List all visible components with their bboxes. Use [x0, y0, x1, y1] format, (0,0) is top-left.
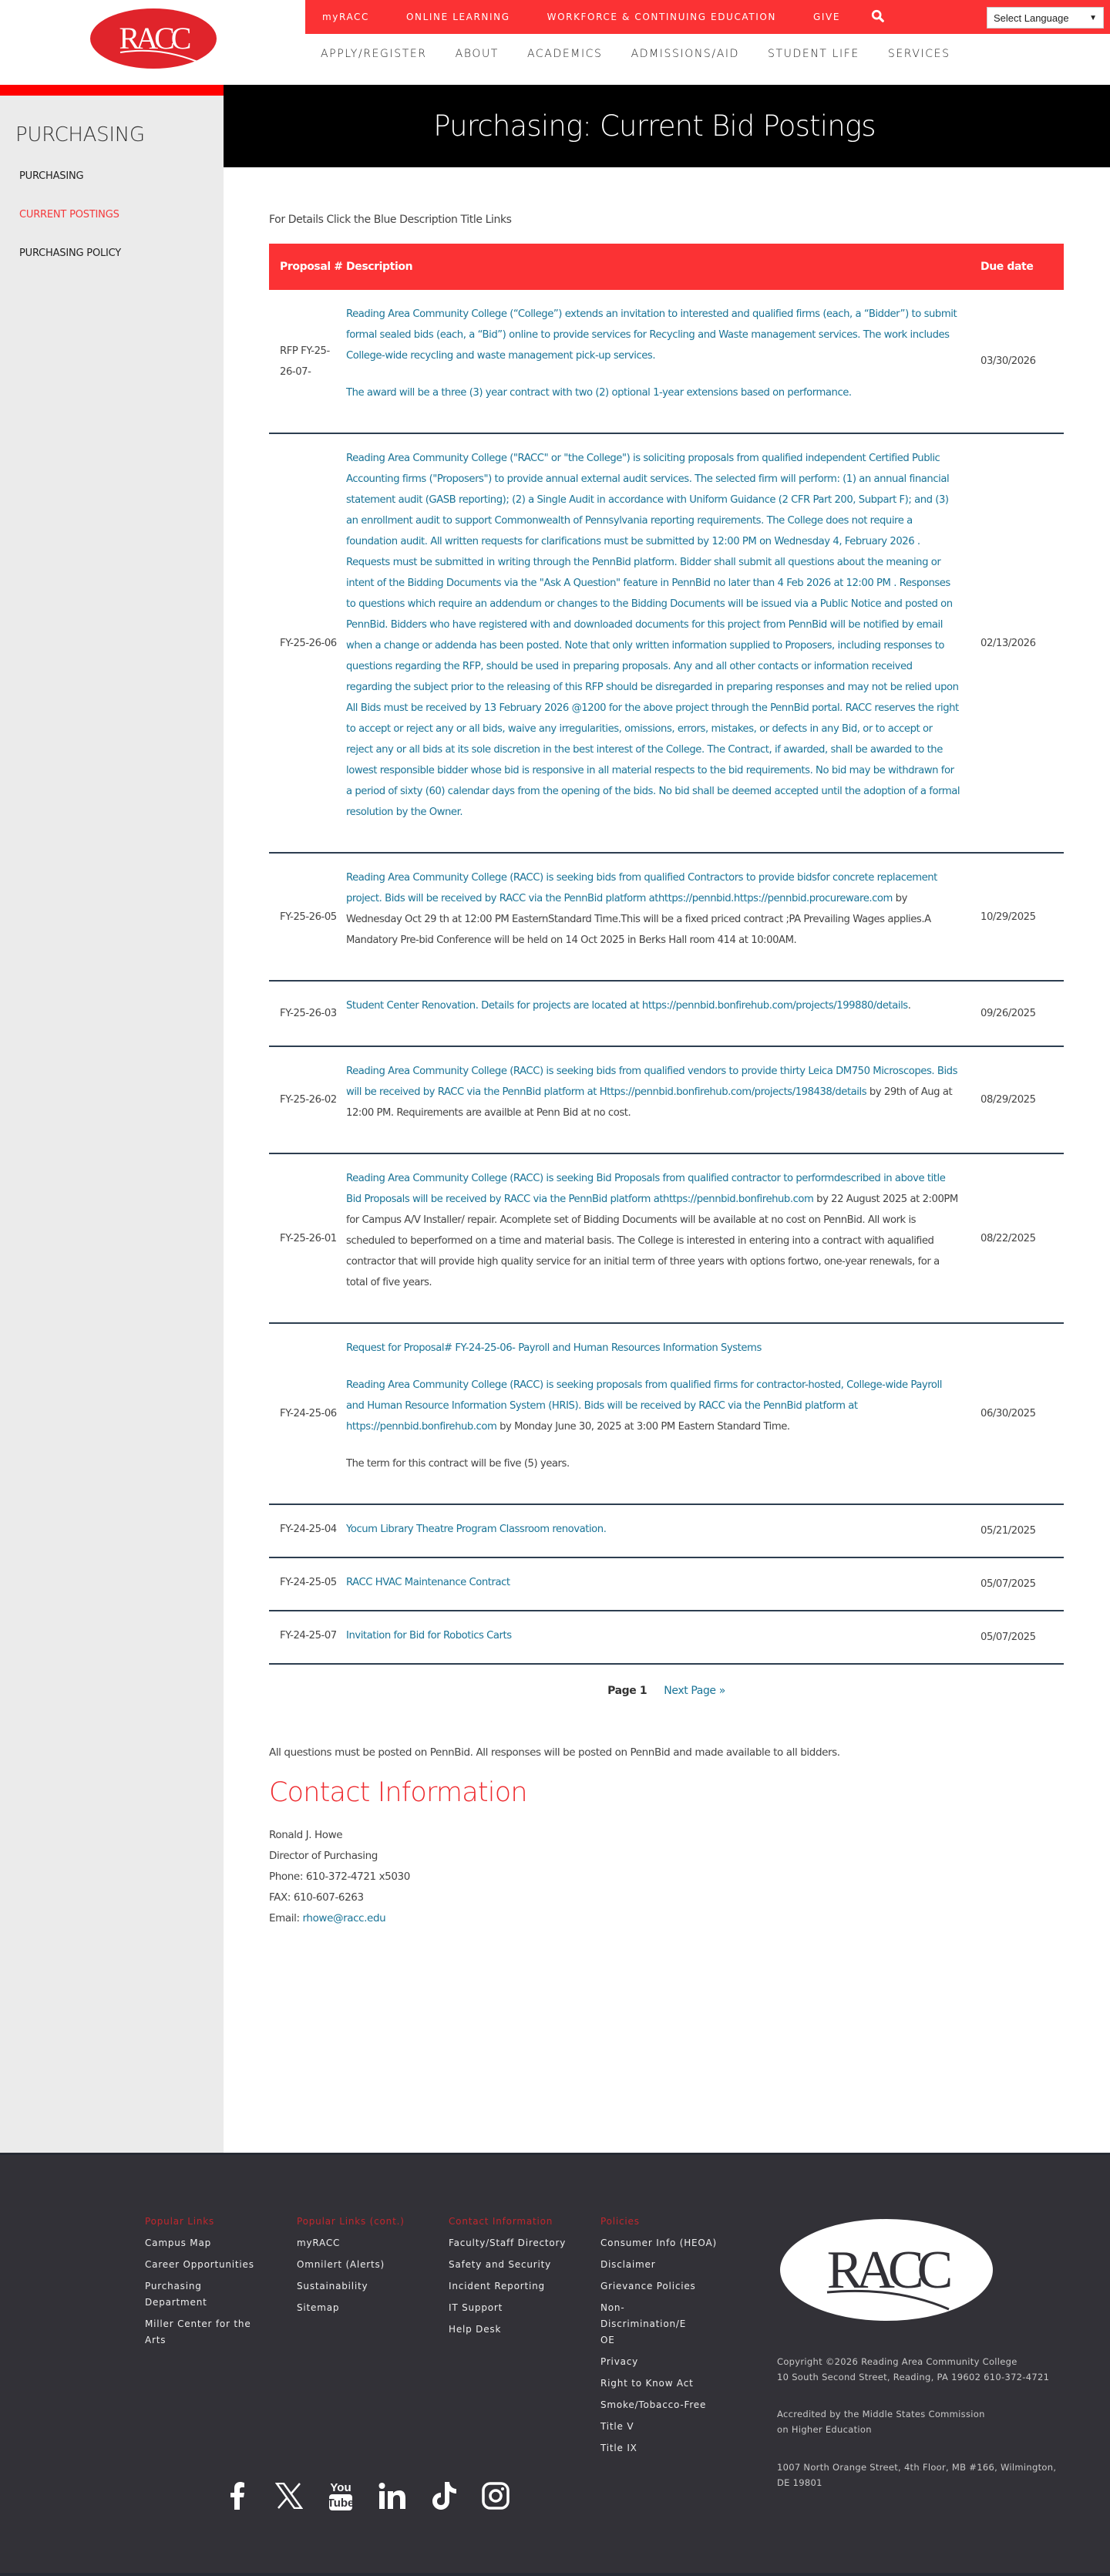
description-title-link[interactable]: The award will be a three (3) year contract with two (2) optional 1-year extensions based on performance.	[346, 387, 852, 399]
table-row	[269, 853, 1064, 981]
racc-logo[interactable]	[89, 8, 217, 69]
nav-apply-register[interactable]: APPLY/REGISTER	[321, 48, 427, 60]
nav-about[interactable]: ABOUT	[455, 48, 499, 60]
description-text: by Wednesday Oct 29 th at 12:00 PM EasternStandard Time.This will be a fixed priced contract ;PA Prevailing Wages applies.A Mandatory Pre-bid Conference will be held on 14 Oct 2025 in Berks Hall room 414 at 10:00AM.	[346, 893, 931, 946]
description-paragraph	[346, 304, 960, 366]
sidebar	[0, 85, 224, 2153]
table-row	[269, 1504, 1064, 1557]
table-row	[269, 981, 1064, 1046]
description-paragraph	[346, 448, 960, 823]
description-text: .	[907, 1000, 911, 1012]
footer-col-policies	[600, 2216, 732, 2462]
proposal-number: FY-25-26-03	[269, 981, 346, 1046]
utility-bar	[305, 0, 1110, 34]
page-body	[0, 85, 1110, 2153]
contact-block	[269, 1825, 1064, 1929]
tiktok-icon	[431, 2481, 457, 2510]
description-paragraph	[346, 1375, 960, 1437]
sidebar-title: PURCHASING	[15, 123, 145, 146]
proposal-description	[346, 1611, 971, 1664]
proposal-number: FY-25-26-05	[269, 853, 346, 981]
svg-text:Tube: Tube	[328, 2497, 354, 2510]
footer-link-sustainability[interactable]: Sustainability	[297, 2281, 368, 2291]
due-date: 03/30/2026	[971, 290, 1064, 433]
pagination	[269, 1685, 1064, 1697]
footer-link-career-opportunities[interactable]: Career Opportunities	[145, 2259, 254, 2270]
x-twitter-icon	[275, 2483, 303, 2509]
proposal-description	[346, 1046, 971, 1153]
racc-footer-logo-icon	[779, 2218, 994, 2322]
table-row	[269, 433, 1064, 853]
header-description: Description	[346, 244, 971, 290]
footer-link-miller-center[interactable]: Miller Center for the Arts	[145, 2318, 251, 2345]
intro-text: For Details Click the Blue Description Title Links	[269, 214, 512, 226]
proposal-description	[346, 1504, 971, 1557]
content-area	[224, 85, 1110, 2153]
description-paragraph	[346, 382, 960, 403]
footer-logo	[779, 2218, 994, 2322]
sidebar-accent-strip	[0, 85, 224, 96]
footer-col-popular-links-cont	[297, 2216, 443, 2322]
proposal-number: FY-25-26-01	[269, 1153, 346, 1323]
footer-col-popular-links	[145, 2216, 291, 2354]
footer-link-directory[interactable]: Faculty/Staff Directory	[449, 2238, 567, 2248]
linkedin-link[interactable]	[377, 2480, 408, 2511]
sidebar-item-current-postings[interactable]: CURRENT POSTINGS	[19, 209, 119, 221]
svg-text:RACC: RACC	[826, 2241, 947, 2300]
description-paragraph	[346, 995, 960, 1016]
sidebar-item-purchasing[interactable]: PURCHASING	[19, 170, 84, 182]
description-paragraph	[346, 1519, 960, 1540]
nav-student-life[interactable]: STUDENT LIFE	[768, 48, 859, 60]
due-date: 06/30/2025	[971, 1323, 1064, 1504]
footer-link-incident-reporting[interactable]: Incident Reporting	[449, 2281, 545, 2291]
proposal-number: FY-24-25-04	[269, 1504, 346, 1557]
description-paragraph	[346, 1453, 960, 1474]
description-text: by 29th of Aug at 12:00 PM. Requirements are availble at Penn Bid at no cost.	[346, 1086, 953, 1119]
bid-postings-table	[269, 244, 1064, 1665]
footer-link-title-ix[interactable]: Title IX	[600, 2443, 637, 2453]
site-header	[0, 0, 1110, 85]
due-date: 08/29/2025	[971, 1046, 1064, 1153]
footer-link-smoke-free[interactable]: Smoke/Tobacco-Free	[600, 2399, 707, 2410]
table-row	[269, 1557, 1064, 1611]
contact-name: Ronald J. Howe	[269, 1829, 343, 1841]
footer-link-purchasing-department[interactable]: Purchasing Department	[145, 2281, 207, 2308]
language-select[interactable]	[987, 7, 1104, 29]
table-row	[269, 290, 1064, 433]
footer-link-campus-map[interactable]: Campus Map	[145, 2238, 212, 2248]
social-links	[222, 2480, 532, 2511]
racc-logo-icon	[89, 8, 217, 69]
util-link-give[interactable]: GIVE	[813, 12, 841, 22]
chevron-down-icon: ▼	[1089, 13, 1097, 22]
linkedin-icon	[378, 2482, 406, 2510]
util-link-myracc[interactable]: myRACC	[322, 12, 369, 22]
pager-next-link[interactable]: Next Page »	[664, 1685, 725, 1697]
footer-link-help-desk[interactable]: Help Desk	[449, 2324, 502, 2335]
nav-services[interactable]: SERVICES	[887, 48, 950, 60]
description-text: The term for this contract will be five (5) years.	[346, 1458, 570, 1470]
table-header-row	[269, 244, 1064, 290]
instagram-icon	[482, 2482, 510, 2510]
footer-link-myracc[interactable]: myRACC	[297, 2238, 341, 2248]
footer-link-right-to-know[interactable]: Right to Know Act	[600, 2378, 694, 2389]
footer-accreditation	[777, 2406, 1093, 2437]
due-date: 10/29/2025	[971, 853, 1064, 981]
util-link-workforce[interactable]: WORKFORCE & CONTINUING EDUCATION	[547, 12, 776, 22]
page-hero	[224, 85, 1110, 167]
contact-fax: FAX: 610-607-6263	[269, 1891, 364, 1904]
copyright-text: Copyright ©2026 Reading Area Community College	[777, 2356, 1018, 2367]
description-paragraph	[346, 1168, 960, 1293]
description-title-link[interactable]: Reading Area Community College (RACC) is seeking Bid Proposals from qualified contractor to performdescribed in above title Bid Proposals will be received by RACC via the PennBid platform athttps://pennbid.bonfirehub.com	[346, 1173, 946, 1205]
accreditor-address-line-2: DE 19801	[777, 2477, 822, 2488]
youtube-icon	[328, 2480, 354, 2512]
facebook-icon	[229, 2482, 246, 2510]
proposal-number: FY-25-26-06	[269, 433, 346, 853]
tiktok-link[interactable]	[429, 2480, 459, 2511]
sidebar-item-purchasing-policy[interactable]: PURCHASING POLICY	[19, 247, 122, 259]
footer-heading: Popular Links (cont.)	[297, 2216, 405, 2227]
footer-link-omnilert[interactable]: Omnilert (Alerts)	[297, 2259, 385, 2270]
footer-link-disclaimer[interactable]: Disclaimer	[600, 2259, 656, 2270]
description-title-link[interactable]: Invitation for Bid for Robotics Carts	[346, 1630, 512, 1642]
due-date: 05/07/2025	[971, 1557, 1064, 1611]
proposal-description	[346, 1323, 971, 1504]
contact-title: Contact Information	[269, 1777, 527, 1808]
footer-link-title-v[interactable]: Title V	[600, 2421, 634, 2432]
proposal-description	[346, 1153, 971, 1323]
due-date: 08/22/2025	[971, 1153, 1064, 1323]
due-date: 02/13/2026	[971, 433, 1064, 853]
proposal-number: FY-25-26-02	[269, 1046, 346, 1153]
pager-current-page: Page 1	[607, 1685, 648, 1697]
footer-link-non-discrimination[interactable]: Non-Discrimination/EOE	[600, 2302, 687, 2345]
contact-email-line	[269, 1908, 1064, 1929]
page-title: Purchasing: Current Bid Postings	[433, 109, 876, 143]
nav-admissions-aid[interactable]: ADMISSIONS/AID	[631, 48, 740, 60]
nav-academics[interactable]: ACADEMICS	[526, 48, 603, 60]
description-paragraph	[346, 867, 960, 951]
table-row	[269, 1153, 1064, 1323]
description-text: by Monday June 30, 2025 at 3:00 PM Eastern Standard Time.	[496, 1421, 790, 1433]
description-title-link[interactable]: Reading Area Community College ("RACC" or "the College") is soliciting proposals from qualified independent Certified Public Accounting firms ("Proposers") to provide annual external audit services. The selected firm will perform: (1) an annual financial statement audit (GASB reporting); (2) a Single Audit in accordance with Uniform Guidance (2 CFR Part 200, Subpart F); and (3) an enrollment audit to support Commonwealth of Pennsylvania reporting requirements. The College does not require a foundation audit. All written requests for clarifications must be submitted by 12:00 PM on Wednesday 4, February 2026 . Requests must be submitted in writing through the PennBid platform. Bidder shall submit all questions about the meaning or intent of the Bidding Documents via the "Ask A Question" feature in PennBid no later than 4 Feb 2026 at 12:00 PM . Responses to questions which require an addendum or changes to the Bidding Documents will be issued via a Public Notice and posted on PennBid. Bidders who have registered with and downloaded documents for this project from PennBid will be notified by email when a change or addenda has been posted. Note that only written information supplied to Proposers, including responses to questions regarding the RFP, should be used in preparing proposals. Any and all other contacts or information received regarding the subject prior to the releasing of this RFP should be disregarded in preparing responses and may not be relied upon All Bids must be received by 13 February 2026 @1200 for the above project through the PennBid portal. RACC reserves the right to accept or reject any or all bids, waive any irregularities, omissions, errors, mistakes, or defects in any Bid, or to accept or reject any or all bids at its sole discretion in the best interest of the College. The Contract, if awarded, shall be awarded to the lowest responsible bidder whose bid is responsive in all material respects to the bid requirements. No bid may be withdrawn for a period of sixty (60) calendar days from the opening of the bids. No bid shall be deemed accepted until the adoption of a formal resolution by the Owner.	[346, 453, 960, 818]
description-title-link[interactable]: Yocum Library Theatre Program Classroom renovation.	[346, 1524, 607, 1535]
header-proposal: Proposal #	[269, 244, 346, 290]
footer-link-sitemap[interactable]: Sitemap	[297, 2302, 340, 2313]
contact-phone: Phone: 610-372-4721 x5030	[269, 1871, 410, 1883]
footer-heading: Policies	[600, 2216, 640, 2227]
footer-link-consumer-info[interactable]: Consumer Info (HEOA)	[600, 2238, 717, 2248]
proposal-description	[346, 1557, 971, 1611]
description-text: by 22 August 2025 at 2:00PM for Campus A/V Installer/ repair. Acomplete set of Bidding Documents will be available at no cost on PennBid. All work is scheduled to beperformed on a time and material basis. The College is interested in entering into a contract with aqualified contractor that will provide high quality service for an initial term of three years with options fortwo, one-year renewals, for a total of five years.	[346, 1194, 958, 1288]
contact-email-label: Email:	[269, 1912, 303, 1924]
description-title-link[interactable]: Student Center Renovation. Details for projects are located at https://pennbid.bonfirehub.com/projects/199880/details	[346, 1000, 908, 1012]
description-title-link[interactable]: Reading Area Community College (“College”) extends an invitation to interested and qualified firms (each, a “Bidder”) to submit formal sealed bids (each, a “Bid”) online to provide services for Recycling and Waste management services. The work includes College-wide recycling and waste management pick-up services.	[346, 308, 957, 362]
college-address: 10 South Second Street, Reading, PA 19602 610-372-4721	[777, 2372, 1050, 2382]
table-body	[269, 290, 1064, 1664]
pennbid-notice: All questions must be posted on PennBid. All responses will be posted on PennBid and made available to all bidders.	[269, 1746, 840, 1759]
main-nav	[321, 48, 979, 60]
proposal-number: RFP FY-25-26-07-	[269, 290, 346, 433]
footer-copyright	[777, 2354, 1093, 2385]
contact-email-link[interactable]: rhowe@racc.edu	[302, 1912, 386, 1924]
due-date: 09/26/2025	[971, 981, 1064, 1046]
search-icon	[871, 9, 885, 23]
description-title-link[interactable]: RACC HVAC Maintenance Contract	[346, 1577, 510, 1588]
site-footer	[0, 2153, 1110, 2576]
language-select-value: Select Language	[994, 12, 1069, 24]
footer-col-contact-information	[449, 2216, 595, 2343]
contact-role: Director of Purchasing	[269, 1850, 378, 1862]
search-button[interactable]	[871, 9, 886, 25]
proposal-description	[346, 433, 971, 853]
table-row	[269, 1323, 1064, 1504]
util-link-online-learning[interactable]: ONLINE LEARNING	[406, 12, 510, 22]
youtube-link[interactable]	[325, 2480, 356, 2511]
footer-link-it-support[interactable]: IT Support	[449, 2302, 503, 2313]
footer-bottom-bar	[0, 2573, 1110, 2576]
description-paragraph	[346, 1572, 960, 1593]
description-title-link[interactable]: Request for Proposal# FY-24-25-06- Payroll and Human Resources Information Systems	[346, 1342, 762, 1354]
table-row	[269, 1611, 1064, 1664]
accreditor-address-line-1: 1007 North Orange Street, 4th Floor, MB #166, Wilmington,	[777, 2462, 1057, 2473]
due-date: 05/07/2025	[971, 1611, 1064, 1664]
x-twitter-link[interactable]	[274, 2480, 304, 2511]
accreditation-line-1: Accredited by the Middle States Commission	[777, 2409, 985, 2419]
description-title-link[interactable]: Reading Area Community College (RACC) is seeking bids from qualified vendors to provide thirty Leica DM750 Microscopes. Bids will be received by RACC via the PennBid platform at Https://pennbid.bonfirehub.com/projects/198438/details	[346, 1066, 958, 1098]
footer-link-privacy[interactable]: Privacy	[600, 2356, 639, 2367]
footer-heading: Popular Links	[145, 2216, 215, 2227]
footer-link-grievance[interactable]: Grievance Policies	[600, 2281, 696, 2291]
description-paragraph	[346, 1625, 960, 1646]
proposal-description	[346, 853, 971, 981]
proposal-number: FY-24-25-05	[269, 1557, 346, 1611]
proposal-description	[346, 290, 971, 433]
main-content	[224, 214, 1110, 1995]
header-due-date: Due date	[971, 244, 1064, 290]
proposal-number: FY-24-25-07	[269, 1611, 346, 1664]
description-title-link[interactable]: Reading Area Community College (RACC) is seeking proposals from qualified firms for contractor-hosted, College-wide Payroll and Human Resource Information System (HRIS). Bids will be received by RACC via the PennBid platform at https://pennbid.bonfirehub.com	[346, 1379, 942, 1433]
proposal-description	[346, 981, 971, 1046]
svg-text:RACC: RACC	[119, 21, 188, 56]
proposal-number: FY-24-25-06	[269, 1323, 346, 1504]
instagram-link[interactable]	[480, 2480, 511, 2511]
svg-text:You: You	[330, 2481, 352, 2494]
footer-accreditor-address	[777, 2460, 1093, 2490]
footer-heading: Contact Information	[449, 2216, 553, 2227]
table-row	[269, 1046, 1064, 1153]
description-paragraph	[346, 1338, 960, 1359]
footer-link-safety[interactable]: Safety and Security	[449, 2259, 552, 2270]
description-title-link[interactable]: Reading Area Community College (RACC) is seeking bids from qualified Contractors to provide bidsfor concrete replacement project. Bids will be received by RACC via the PennBid platform athttps://pennbid.https://pennbid.procureware.com	[346, 872, 937, 904]
description-paragraph	[346, 1061, 960, 1123]
accreditation-line-2: on Higher Education	[777, 2424, 872, 2435]
facebook-link[interactable]	[222, 2480, 253, 2511]
due-date: 05/21/2025	[971, 1504, 1064, 1557]
